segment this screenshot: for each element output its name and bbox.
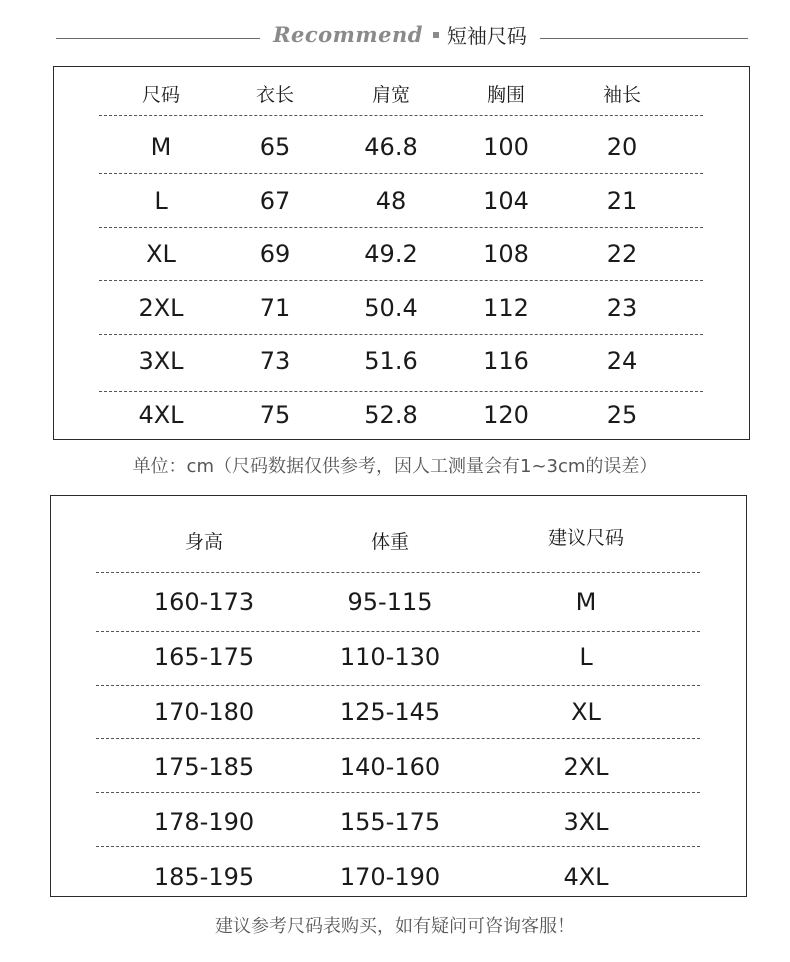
table-cell: M xyxy=(150,133,172,161)
row-divider xyxy=(99,227,703,228)
table-cell: 73 xyxy=(259,347,291,375)
table-cell: 178-190 xyxy=(153,808,255,836)
table-cell: 4XL xyxy=(138,401,184,429)
table-cell: 165-175 xyxy=(153,643,255,671)
table-cell: 175-185 xyxy=(153,753,255,781)
table-cell: 71 xyxy=(259,294,291,322)
table-cell: 185-195 xyxy=(153,863,255,891)
table-cell: 25 xyxy=(606,401,638,429)
table-cell: 120 xyxy=(483,401,529,429)
recommend-size-table xyxy=(50,495,747,897)
row-divider xyxy=(96,846,700,847)
table-cell: 48 xyxy=(375,187,407,215)
table-cell: XL xyxy=(571,698,601,726)
table-cell: 125-145 xyxy=(339,698,441,726)
footer-note: 建议参考尺码表购买，如有疑问可咨询客服！ xyxy=(215,916,575,937)
column-header: 体重 xyxy=(370,531,410,553)
table-cell: 160-173 xyxy=(153,588,255,616)
table-cell: XL xyxy=(146,240,176,268)
column-header: 袖长 xyxy=(602,84,642,106)
table-cell: 65 xyxy=(259,133,291,161)
table-cell: 116 xyxy=(483,347,529,375)
table-cell: 20 xyxy=(606,133,638,161)
bullet-dot-icon xyxy=(433,32,439,38)
table-cell: 52.8 xyxy=(364,401,418,429)
table-cell: 104 xyxy=(483,187,529,215)
table-cell: 50.4 xyxy=(364,294,418,322)
column-header: 胸围 xyxy=(486,84,526,106)
row-divider xyxy=(99,334,703,335)
table-cell: 69 xyxy=(259,240,291,268)
table-cell: L xyxy=(579,643,593,671)
page-title: 短袖尺码 xyxy=(446,24,527,48)
table-cell: 4XL xyxy=(563,863,609,891)
table-cell: 23 xyxy=(606,294,638,322)
table-cell: 3XL xyxy=(138,347,184,375)
row-divider xyxy=(96,792,700,793)
row-divider xyxy=(96,685,700,686)
size-note: 单位：cm（尺码数据仅供参考，因人工测量会有1~3cm的误差） xyxy=(132,456,658,477)
table-cell: 2XL xyxy=(138,294,184,322)
table-cell: 75 xyxy=(259,401,291,429)
row-divider xyxy=(99,391,703,392)
table-cell: 51.6 xyxy=(364,347,418,375)
column-header: 衣长 xyxy=(255,84,295,106)
table-cell: 24 xyxy=(606,347,638,375)
recommend-script-text: Recommend xyxy=(273,22,423,47)
table-cell: 21 xyxy=(606,187,638,215)
header-line-left xyxy=(56,38,260,39)
header-line-right xyxy=(540,38,748,39)
table-cell: 22 xyxy=(606,240,638,268)
column-header: 身高 xyxy=(184,531,224,553)
table-cell: L xyxy=(154,187,168,215)
row-divider xyxy=(96,572,700,573)
column-header: 建议尺码 xyxy=(547,527,625,549)
table-cell: 67 xyxy=(259,187,291,215)
row-divider xyxy=(99,280,703,281)
column-header: 尺码 xyxy=(141,84,181,106)
table-cell: 46.8 xyxy=(364,133,418,161)
section-header xyxy=(0,18,790,54)
size-chart-table xyxy=(53,66,750,440)
header-title xyxy=(262,20,538,49)
table-cell: 2XL xyxy=(563,753,609,781)
table-cell: M xyxy=(575,588,597,616)
table-cell: 112 xyxy=(483,294,529,322)
table-cell: 170-180 xyxy=(153,698,255,726)
table-cell: 100 xyxy=(483,133,529,161)
row-divider xyxy=(96,631,700,632)
table-cell: 155-175 xyxy=(339,808,441,836)
table-cell: 140-160 xyxy=(339,753,441,781)
table-cell: 95-115 xyxy=(347,588,433,616)
column-header: 肩宽 xyxy=(371,84,411,106)
table-cell: 49.2 xyxy=(364,240,418,268)
row-divider xyxy=(99,173,703,174)
table-cell: 170-190 xyxy=(339,863,441,891)
table-cell: 108 xyxy=(483,240,529,268)
row-divider xyxy=(96,738,700,739)
row-divider xyxy=(99,115,703,116)
table-cell: 110-130 xyxy=(339,643,441,671)
table-cell: 3XL xyxy=(563,808,609,836)
